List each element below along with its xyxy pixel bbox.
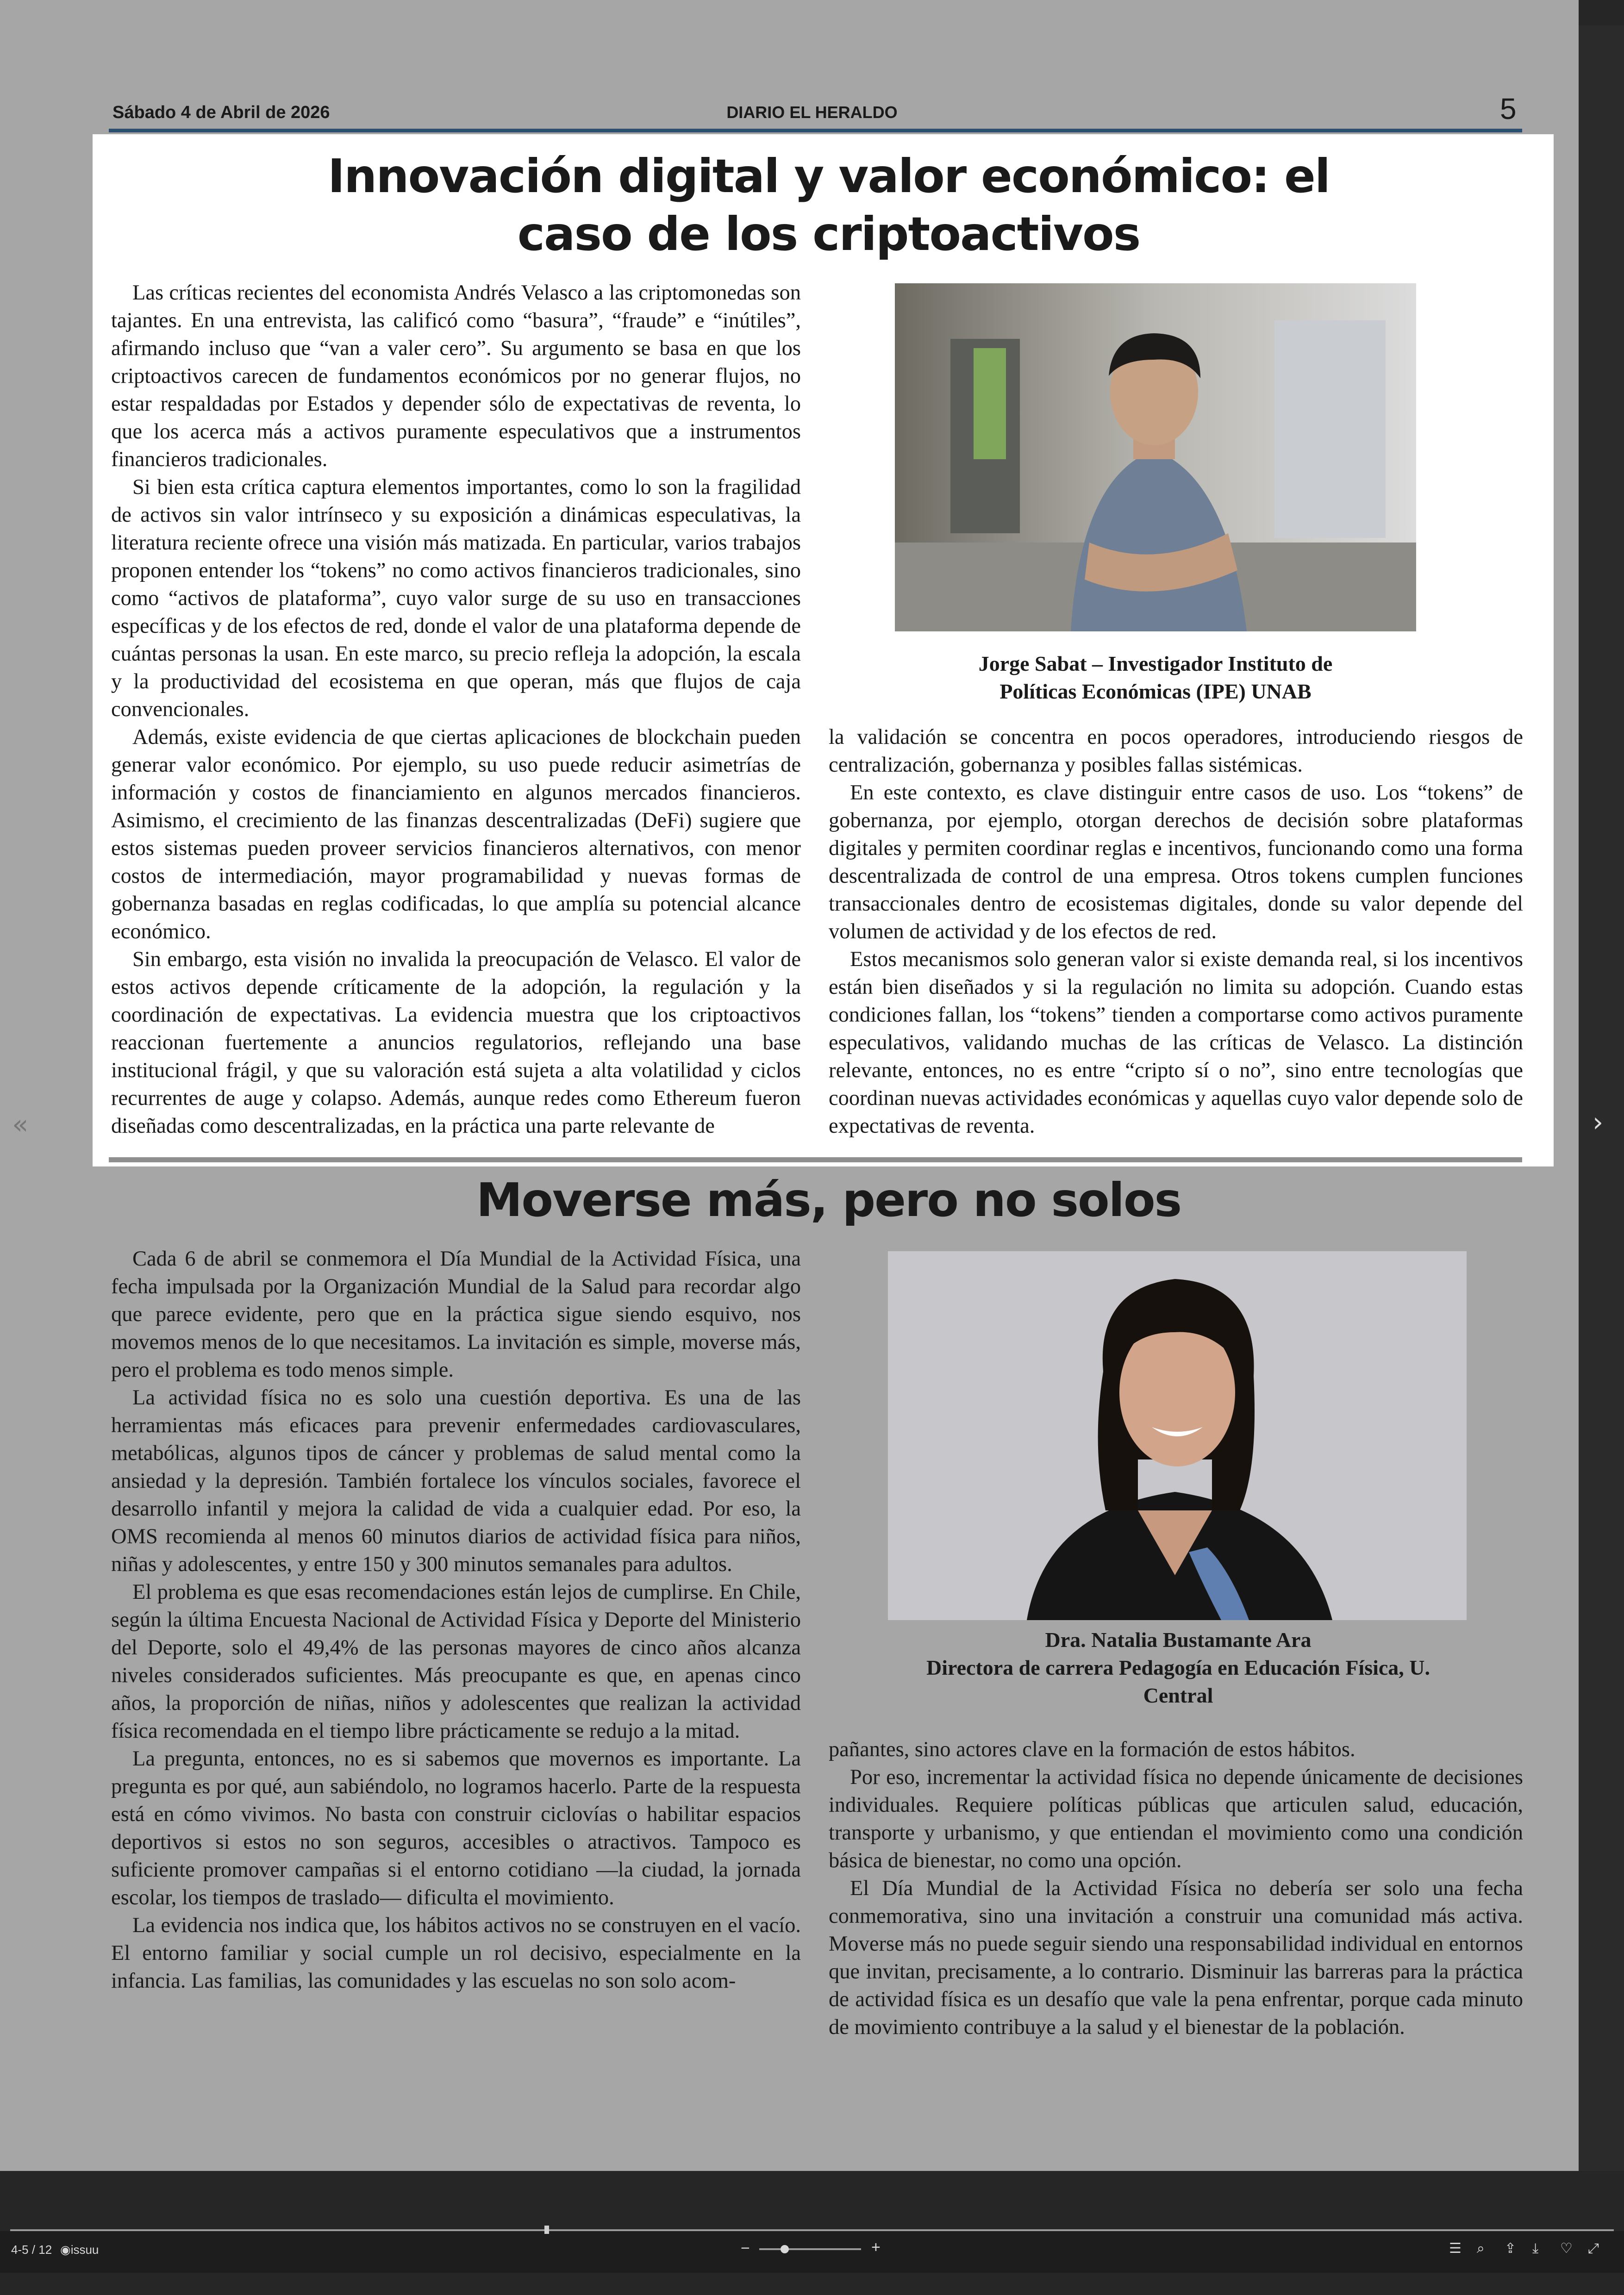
next-page-arrow-icon[interactable]: › <box>1593 1106 1604 1138</box>
article2-caption-line2: Directora de carrera Pedagogía en Educación Física, U. <box>926 1656 1430 1679</box>
viewer-scrollbar[interactable] <box>1579 25 1624 2171</box>
article2-paragraph: Por eso, incrementar la actividad física no depende únicamente de decisiones individuales. Requiere políticas públicas que articulen salud, educación, transporte y urbanismo, y que entiendan el movimiento como una condición básica de bienestar, no como una opción. <box>829 1765 1523 1872</box>
zoom-slider-handle[interactable] <box>781 2245 789 2253</box>
fullscreen-icon[interactable]: ⤢ <box>1588 2240 1599 2257</box>
table-of-contents-icon[interactable]: ☰ <box>1449 2240 1462 2257</box>
masthead-rule <box>109 129 1522 132</box>
article1-paragraph: Si bien esta crítica captura elementos importantes, como lo son la fragilidad de activos sin valor intrínseco y su exposición a dinámicas especulativas, la literatura reciente ofrece una visión más matizada. En particular, varios trabajos proponen entender los “tokens” no como activos financieros tradicionales, sino como “activos de plataforma”, cuyo valor surge de su uso en transacciones específicas y de los efectos de red, donde el valor de una plataforma depende de cuántas personas la usan. En este marco, su precio refleja la adopción, la escala y la productividad del ecosistema en que operan, más que flujos de caja convencionales. <box>111 475 801 721</box>
zoom-in-button[interactable]: + <box>871 2239 881 2256</box>
article1-caption-line2: Políticas Económicas (IPE) UNAB <box>999 680 1312 703</box>
zoom-out-button[interactable]: − <box>741 2239 750 2257</box>
article2-left-column <box>111 1245 801 2088</box>
article1-left-column <box>111 279 801 1149</box>
article2-paragraph: Cada 6 de abril se conmemora el Día Mundial de la Actividad Física, una fecha impulsada por la Organización Mundial de la Salud para recordar algo que parece evidente, pero que en la práctica sigue siendo esquivo, nos movemos menos de lo que necesitamos. La invitación es simple, moverse más, pero el problema es todo menos simple. <box>111 1247 801 1382</box>
viewer-toolbar <box>0 2231 1624 2273</box>
masthead-page-number: 5 <box>1500 92 1517 125</box>
article2-photo <box>888 1251 1467 1620</box>
article1-headline <box>185 147 1472 263</box>
section-divider <box>109 1157 1522 1162</box>
share-icon[interactable]: ⇪ <box>1505 2240 1517 2257</box>
page-progress-handle[interactable] <box>544 2226 549 2234</box>
download-icon[interactable]: ⤓ <box>1532 2240 1539 2257</box>
article1-paragraph: Sin embargo, esta visión no invalida la preocupación de Velasco. El valor de estos activos depende críticamente de la adopción, la regulación y la coordinación de expectativas. La evidencia muestra que los criptoactivos reaccionan fuertemente a anuncios regulatorios, reflejando una base institucional frágil, y que su valoración está sujeta a alta volatilidad y ciclos recurrentes de auge y colapso. Además, aunque redes como Ethereum fueron diseñadas como descentralizadas, en la práctica una parte relevante de <box>111 948 801 1138</box>
article2-caption-line1: Dra. Natalia Bustamante Ara <box>1045 1628 1312 1652</box>
article2-paragraph: La pregunta, entonces, no es si sabemos que movernos es importante. La pregunta es por qué, aun sabiéndolo, no logramos hacerlo. Parte de la respuesta está en cómo vivimos. No basta con construir ciclovías o habilitar espacios deportivos si estos no son seguros, accesibles o atractivos. Tampoco es suficiente promover campañas si el entorno cotidiano —la ciudad, la jornada escolar, los tiempos de traslado— dificulta el movimiento. <box>111 1747 801 1909</box>
article1-caption <box>895 650 1416 705</box>
article1-paragraph: Estos mecanismos solo generan valor si existe demanda real, si los incentivos están bien diseñados y si la regulación no limita su adopción. Cuando estas condiciones fallan, los “tokens” tienden a comportarse como activos puramente especulativos, validando muchas de las críticas de Velasco. La distinción relevante, entonces, no es entre “cripto sí o no”, sino entre tecnologías que coordinan nuevas actividades económicas y aquellas cuyo valor depende solo de expectativas de reventa. <box>829 948 1523 1138</box>
article1-paragraph: En este contexto, es clave distinguir entre casos de uso. Los “tokens” de gobernanza, por ejemplo, otorgan derechos de decisión sobre plataformas digitales y permiten coordinar reglas e incentivos, funcionando como una forma descentralizada de control de una empresa. Otros tokens cumplen funciones transaccionales dentro de ecosistemas digitales, donde su valor depende del volumen de actividad y de los efectos de red. <box>829 781 1523 943</box>
search-icon[interactable]: ⌕ <box>1477 2240 1485 2257</box>
article2-headline: Moverse más, pero no solos <box>476 1173 1181 1227</box>
issuu-logo[interactable] <box>60 2243 99 2257</box>
article2-paragraph: El Día Mundial de la Actividad Física no debería ser solo una fecha conmemorativa, sino una invitación a construir una comunidad más activa. Moverse más no puede seguir siendo una responsabilidad individual en entornos que invitan, precisamente, a lo contrario. Disminuir las barreras para la práctica de actividad física es un desafío que vale la pena enfrentar, porque cada minuto de movimiento contribuye a la salud y el bienestar de la población. <box>829 1877 1523 2039</box>
article1-paragraph-continuation: la validación se concentra en pocos operadores, introduciendo riesgos de centralización, gobernanza y posibles fallas sistémicas. <box>829 725 1523 777</box>
article2-right-column <box>829 1736 1523 2088</box>
zoom-slider-track[interactable] <box>759 2248 861 2250</box>
article1-photo <box>895 283 1416 631</box>
article1-headline-line2: caso de los criptoactivos <box>517 207 1140 261</box>
issuu-logo-icon: ◉ <box>60 2243 71 2257</box>
article2-caption <box>880 1626 1477 1709</box>
issuu-brand-text: issuu <box>70 2243 99 2257</box>
article2-paragraph: El problema es que esas recomendaciones están lejos de cumplirse. En Chile, según la última Encuesta Nacional de Actividad Física y Deporte del Ministerio del Deporte, solo el 49,4% de las personas mayores de cinco años alcanza niveles considerados suficientes. Más preocupante es que, en apenas cinco años, la proporción de niñas, niños y adolescentes que realizan la actividad física recomendada en el tiempo libre prácticamente se redujo a la mitad. <box>111 1580 801 1743</box>
article2-paragraph-continuation: pañantes, sino actores clave en la formación de estos hábitos. <box>829 1738 1355 1761</box>
page-progress-track[interactable] <box>10 2229 1614 2231</box>
portrait-photo-icon <box>888 1251 1467 1620</box>
like-icon[interactable]: ♡ <box>1560 2240 1573 2257</box>
article1-paragraph: Las críticas recientes del economista Andrés Velasco a las criptomonedas son tajantes. En una entrevista, las calificó como “basura”, “fraude” e “inútiles”, afirmando incluso que “van a valer cero”. Su argumento se basa en que los criptoactivos carecen de fundamentos económicos por no generar flujos, no estar respaldadas por Estados y depender sólo de expectativas de reventa, lo que los acerca más a activos puramente especulativos que a instrumentos financieros tradicionales. <box>111 281 801 471</box>
article2-paragraph: La actividad física no es solo una cuestión deportiva. Es una de las herramientas más eficaces para prevenir enfermedades cardiovasculares, metabólicas, algunos tipos de cáncer y problemas de salud mental como la ansiedad y la depresión. También fortalece los vínculos sociales, favorece el desarrollo infantil y mejora la calidad de vida a cualquier edad. Por eso, la OMS recomienda al menos 60 minutos diarios de actividad física para niños, niñas y adolescentes, y entre 150 y 300 minutos semanales para adultos. <box>111 1386 801 1576</box>
article1-right-column <box>829 723 1523 1149</box>
article2-caption-line3: Central <box>1143 1684 1213 1707</box>
portrait-photo-icon <box>895 283 1416 631</box>
masthead-date: Sábado 4 de Abril de 2026 <box>112 103 330 122</box>
article2-paragraph: La evidencia nos indica que, los hábitos activos no se construyen en el vacío. El entorno familiar y social cumple un rol decisivo, especialmente en la infancia. Las familias, las comunidades y las escuelas no son solo acom- <box>111 1914 801 1993</box>
article1-headline-line1: Innovación digital y valor económico: el <box>327 149 1330 203</box>
article1-paragraph: Además, existe evidencia de que ciertas aplicaciones de blockchain pueden generar valor económico. Por ejemplo, su uso puede reducir asimetrías de información y costos de financiamiento en algunos mercados financieros. Asimismo, el crecimiento de las finanzas descentralizadas (DeFi) sugiere que estos sistemas pueden proveer servicios financieros alternativos, con menor costos de intermediación, mayor programabilidad y nuevas formas de gobernanza basadas en reglas codificadas, lo que amplía su potencial alcance económico. <box>111 725 801 943</box>
previous-page-arrow-icon[interactable]: « <box>12 1109 29 1140</box>
page-indicator: 4-5 / 12 <box>11 2243 52 2257</box>
article1-caption-line1: Jorge Sabat – Investigador Instituto de <box>978 652 1333 675</box>
masthead-paper-name: DIARIO EL HERALDO <box>726 103 898 122</box>
